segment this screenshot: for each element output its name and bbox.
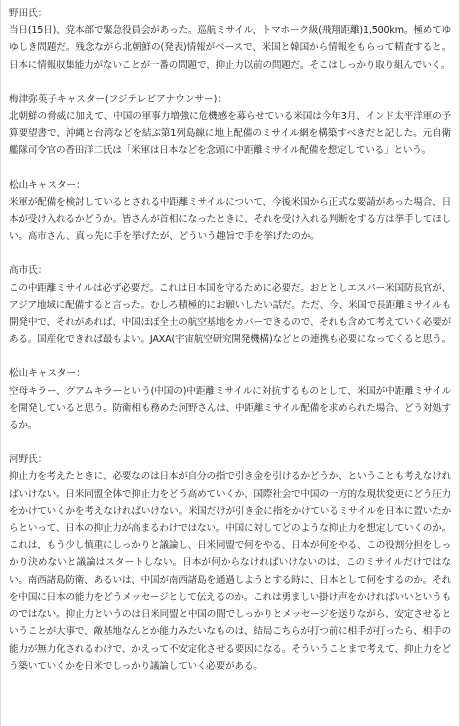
section-takaichi (9, 262, 451, 348)
speaker-label: 松山キャスター： (9, 179, 86, 191)
speaker-label: 河野氏： (9, 454, 48, 466)
speech-text: 北朝鮮の脅威に加えて、中国の軍事力増強に危機感を募らせている米国は今年3月、インド太平洋軍の予算要望書で、沖縄と台湾などを結ぶ第1列島線に地上配備のミサイル網を構築すべきだと記した。元自衛艦隊司令官の香田洋二氏は「米軍は日本などを念頭に中距離ミサイル配備を想定している」という。 (9, 111, 451, 157)
speech-text: この中距離ミサイルは必ず必要だ。これは日本国を守るために必要だ。おととしエスパー米国防長官が、アジア地域に配備すると言った。むしろ積極的にお願いしたい話だ。ただ、今、米国で長距離ミサイルも開発中で、それがあれば、中国ほぼ全土の航空基地をカバーできるので、それも含めて考えていく必要がある。国産化できれば最もよい。JAXA(宇宙航空研究開発機構)などとの連携も必要になってくると思う。 (9, 282, 451, 346)
speech-text: 当日(15日)、党本部で緊急役員会があった。巡航ミサイル、トマホーク級(飛翔距離)1,500km。極めてゆゆしき問題だ。残念ながら北朝鮮の(発表)情報がベースで、米国と韓国から情報をもらって精査すると。日本に情報収集能力がないことが一番の問題で、抑止力以前の問題だ。そこはしっかり取り組んでいく。 (9, 25, 451, 71)
speech-text: 米軍が配備を検討しているとされる中距離ミサイルについて、今後米国から正式な要請があった場合、日本が受け入れるかどうか。皆さんが首相になったときに、それを受け入れる判断をする方は挙手してほしい。高市さん、真っ先に手を挙げたが、どういう趣旨で手を挙げたのか。 (9, 196, 451, 243)
speaker-label: 野田氏： (9, 8, 48, 19)
speaker-label: 松山キャスター： (9, 368, 86, 380)
section-matsuyama-1 (9, 177, 451, 246)
section-kono (9, 451, 451, 675)
speech-text: 抑止力を考えたときに、必要なのは日本が自分の指で引き金を引けるかどうか、ということも考えなければいけない。日米同盟全体で抑止力をどう高めていくか、国際社会で中国の一方的な現状変更にどう圧力をかけていくかを考えなければいけない。米国だけが引き金に指をかけているミサイルを日本に置いたからといって、日本の抑止力が高まるわけではない。中国に対してどのような抑止力を想定していくのか。これは、もう少し慎重にしっかりと議論し、日米同盟で何をやる、日本が何をやる、この役割分担をしっかり決めないと議論はスタートしない。日本が何からなければいけないのは、このミサイルだけではない。南西諸島防衛、あるいは、中国が南西諸島を通過しようとする時に、日本として何をするのか。それを中国に日本の能力をどうメッセージとして伝えるのか。これは勇ましい掛け声をかければいいというものではない。抑止力というのは日米同盟と中国の間でしっかりとメッセージを送りながら、安定させるということが大事で、敵基地なんとか能力みたいなものは、結局こちらが打つ前に相手が打ったら、相手の能力が無力化されるわけで、かえって不安定化させる要因になる。そういうことまで考えて、抑止力をどう築いていくかを日米でしっかり議論していく必要がある。 (9, 471, 451, 672)
section-noda (9, 5, 451, 74)
speech-text: 空母キラー、グアムキラーという(中国の)中距離ミサイルに対抗するものとして、米国が中距離ミサイルを開発していると思う。防衛相も務めた河野さんは、中距離ミサイル配備を求められた場合、どう対処するか。 (9, 385, 451, 432)
speaker-label: 梅津弥英子キャスター(フジテレビアナウンサー)： (9, 93, 227, 105)
speaker-label: 高市氏： (9, 265, 48, 277)
section-matsuyama-2 (9, 365, 451, 434)
section-umezu (9, 91, 451, 160)
